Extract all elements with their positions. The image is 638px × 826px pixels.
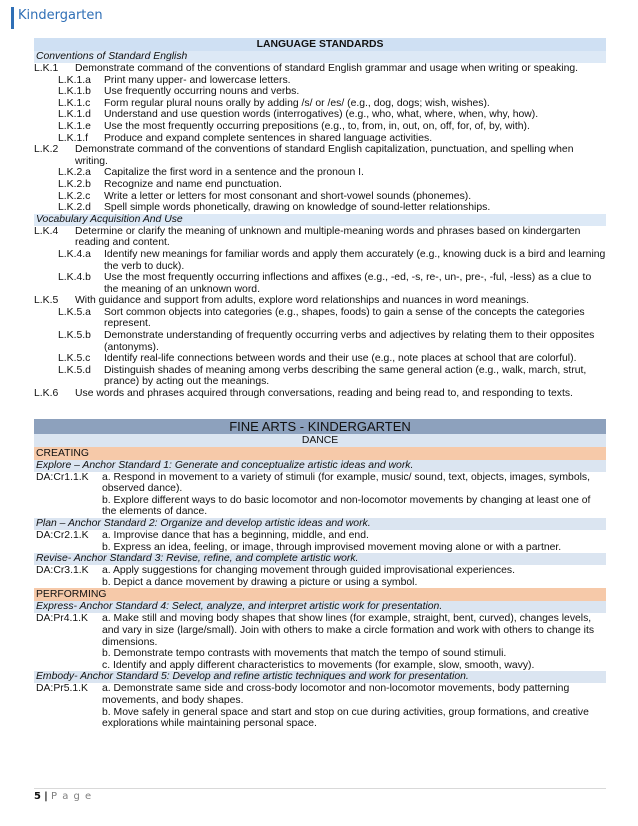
standard-text: Sort common objects into categories (e.g., shapes, foods) to gain a sense of the concepts the categories represent. <box>104 306 585 330</box>
standard-text: Demonstrate command of the conventions of standard English grammar and usage when writing or speaking. <box>75 63 579 74</box>
dance-standard-item <box>34 660 606 672</box>
standard-code: L.K.5.c <box>58 353 91 365</box>
dance-standard-text: a. Make still and moving body shapes that show lines (for example, straight, bent, curved), changes levels, and vary in size (large/small). Join with others to make a circle formation and work with others to change its dimensions. <box>102 613 595 648</box>
standard-text: Use words and phrases acquired through conversations, reading and being read to, and responding to texts. <box>75 388 573 400</box>
dance-standard-code <box>34 660 102 672</box>
standard-item <box>34 86 606 98</box>
category-heading: CREATING <box>34 447 606 460</box>
page-header-title: Kindergarten <box>18 8 103 23</box>
standard-text: Use the most frequently occurring inflections and affixes (e.g., -ed, -s, re-, un-, pre-, -ful, -less) as a clue to the meaning of an unknown word. <box>104 272 592 295</box>
standard-text: Recognize and name end punctuation. <box>104 178 282 190</box>
dance-subheading: DANCE <box>34 434 606 447</box>
standard-code: L.K.1 <box>34 63 59 74</box>
standard-item <box>34 272 606 295</box>
standard-text: Produce and expand complete sentences in shared language activities. <box>104 132 433 144</box>
header-accent-bar <box>11 7 14 29</box>
dance-standard-code: DA:Cr2.1.K <box>36 530 89 541</box>
standard-code: L.K.1.c <box>58 97 91 109</box>
standard-code: L.K.4.b <box>58 272 91 284</box>
dance-standard-item <box>34 577 606 589</box>
standard-item <box>34 226 606 249</box>
fine-arts-list <box>34 447 606 730</box>
standard-item <box>34 330 606 353</box>
dance-standard-item <box>34 648 606 660</box>
standard-text: Understand and use question words (interrogatives) (e.g., who, what, where, when, why, how). <box>104 109 539 121</box>
standard-code: L.K.5 <box>34 295 59 307</box>
dance-standard-code <box>34 542 102 554</box>
dance-standard-item <box>34 683 606 706</box>
standard-code: L.K.1.f <box>58 132 89 144</box>
standard-item <box>34 133 606 145</box>
dance-standard-code <box>34 495 102 518</box>
dance-standard-item <box>34 495 606 518</box>
footer-divider <box>34 788 606 789</box>
standard-code: L.K.4.a <box>58 248 91 260</box>
standard-item <box>34 295 606 307</box>
standard-text: Distinguish shades of meaning among verbs describing the same general action (e.g., walk, march, strut, prance) by acting out the meanings. <box>104 364 587 388</box>
standard-code: L.K.4 <box>34 225 59 237</box>
dance-standard-item <box>34 707 606 730</box>
fine-arts-heading: FINE ARTS - KINDERGARTEN <box>34 419 606 434</box>
standard-text: Write a letter or letters for most consonant and short-vowel sounds (phonemes). <box>104 190 472 202</box>
standard-code: L.K.1.b <box>58 86 91 98</box>
standard-code: L.K.5.a <box>58 306 91 318</box>
standard-item <box>34 167 606 179</box>
standard-code: L.K.2.c <box>58 190 91 202</box>
dance-standard-text: b. Express an idea, feeling, or image, through improvised movement moving alone or with a partner. <box>102 541 562 553</box>
dance-standard-text: a. Improvise dance that has a beginning, middle, and end. <box>102 530 369 541</box>
anchor-standard-heading: Express- Anchor Standard 4: Select, analyze, and interpret artistic work for presentation. <box>34 601 606 613</box>
vocabulary-subheading: Vocabulary Acquisition And Use <box>34 214 606 226</box>
anchor-standard-heading: Embody- Anchor Standard 5: Develop and refine artistic techniques and work for presentation. <box>34 671 606 683</box>
standard-text: Demonstrate understanding of frequently occurring verbs and adjectives by relating them to their opposites (antonyms). <box>104 330 595 353</box>
standard-code: L.K.2.d <box>58 202 91 214</box>
standard-code: L.K.1.d <box>58 109 91 121</box>
dance-standard-item <box>34 472 606 495</box>
dance-standard-text: a. Respond in movement to a variety of stimuli (for example, music/ sound, text, objects, images, symbols, observed dance). <box>102 471 590 495</box>
anchor-standard-heading: Plan – Anchor Standard 2: Organize and develop artistic ideas and work. <box>34 518 606 530</box>
standard-item <box>34 202 606 214</box>
standard-code: L.K.1.e <box>58 120 91 132</box>
standard-text: With guidance and support from adults, explore word relationships and nuances in word meanings. <box>75 295 529 307</box>
standard-item <box>34 249 606 272</box>
standard-item <box>34 121 606 133</box>
dance-standard-text: c. Identify and apply different characteristics to movements (for example, slow, smooth, wavy). <box>102 659 535 671</box>
standard-item <box>34 75 606 87</box>
anchor-standard-heading: Explore – Anchor Standard 1: Generate and conceptualize artistic ideas and work. <box>34 460 606 472</box>
standard-text: Print many upper- and lowercase letters. <box>104 74 291 86</box>
dance-standard-item <box>34 565 606 577</box>
standard-item <box>34 63 606 75</box>
standard-code: L.K.5.b <box>58 330 91 342</box>
dance-standard-code: DA:Cr3.1.K <box>36 565 89 577</box>
category-heading: PERFORMING <box>34 588 606 601</box>
dance-standard-item <box>34 530 606 542</box>
standard-item <box>34 109 606 121</box>
standard-item <box>34 144 606 167</box>
standard-item <box>34 353 606 365</box>
standard-text: Form regular plural nouns orally by adding /s/ or /es/ (e.g., dog, dogs; wish, wishes). <box>104 97 490 109</box>
standard-code: L.K.5.d <box>58 364 91 376</box>
section-spacer <box>34 400 606 419</box>
standard-code: L.K.1.a <box>58 74 91 86</box>
dance-standard-text: a. Apply suggestions for changing movement through guided improvisational experiences. <box>102 565 515 577</box>
dance-standard-text: a. Demonstrate same side and cross-body locomotor and non-locomotor movements, body patterning movements, and body shapes. <box>102 683 570 706</box>
dance-standard-text: b. Move safely in general space and start and stop on cue during activities, group formations, and creative explorations while maintaining personal space. <box>102 706 589 730</box>
dance-standard-code <box>34 648 102 660</box>
standard-item <box>34 98 606 110</box>
dance-standard-text: b. Depict a dance movement by drawing a picture or using a symbol. <box>102 576 418 588</box>
standard-text: Demonstrate command of the conventions of standard English capitalization, punctuation, and spelling when writing. <box>75 144 574 167</box>
standard-text: Use the most frequently occurring prepositions (e.g., to, from, in, out, on, off, for, of, by, with). <box>104 120 530 132</box>
dance-standard-text: b. Explore different ways to do basic locomotor and non-locomotor movements by changing at least one of the elements of dance. <box>102 494 591 518</box>
standard-item <box>34 191 606 203</box>
standard-item <box>34 388 606 400</box>
page-label: P a g e <box>51 791 93 802</box>
dance-standard-item <box>34 613 606 648</box>
dance-standard-code <box>34 707 102 730</box>
page-footer <box>34 791 92 802</box>
standard-text: Identify real-life connections between words and their use (e.g., note places at school that are colorful). <box>104 353 577 365</box>
document-body <box>34 38 606 730</box>
dance-standard-text: b. Demonstrate tempo contrasts with movements that match the tempo of sound stimuli. <box>102 648 507 660</box>
dance-standard-code <box>34 577 102 589</box>
conventions-subheading: Conventions of Standard English <box>34 51 606 63</box>
standard-text: Determine or clarify the meaning of unknown and multiple-meaning words and phrases based on kindergarten reading and content. <box>75 225 581 249</box>
language-list-vocabulary <box>34 226 606 400</box>
standard-code: L.K.2.b <box>58 178 91 190</box>
language-standards-heading: LANGUAGE STANDARDS <box>34 38 606 51</box>
standard-text: Capitalize the first word in a sentence and the pronoun I. <box>104 167 364 179</box>
standard-code: L.K.2 <box>34 144 59 156</box>
dance-standard-code: DA:Cr1.1.K <box>36 471 89 483</box>
standard-item <box>34 179 606 191</box>
page-number: 5 <box>34 791 41 802</box>
footer-separator: | <box>44 791 48 802</box>
standard-text: Identify new meanings for familiar words and apply them accurately (e.g., knowing duck is a bird and learning the verb to duck). <box>104 248 606 272</box>
standard-text: Spell simple words phonetically, drawing on knowledge of sound-letter relationships. <box>104 202 491 214</box>
dance-standard-code: DA:Pr4.1.K <box>36 613 88 625</box>
anchor-standard-heading: Revise- Anchor Standard 3: Revise, refine, and complete artistic work. <box>34 553 606 565</box>
standard-item <box>34 307 606 330</box>
standard-code: L.K.2.a <box>58 167 91 179</box>
standard-code: L.K.6 <box>34 388 59 400</box>
standard-item <box>34 365 606 388</box>
dance-standard-code: DA:Pr5.1.K <box>36 683 88 695</box>
language-list-conventions <box>34 63 606 214</box>
dance-standard-item <box>34 542 606 554</box>
standard-text: Use frequently occurring nouns and verbs. <box>104 86 300 98</box>
